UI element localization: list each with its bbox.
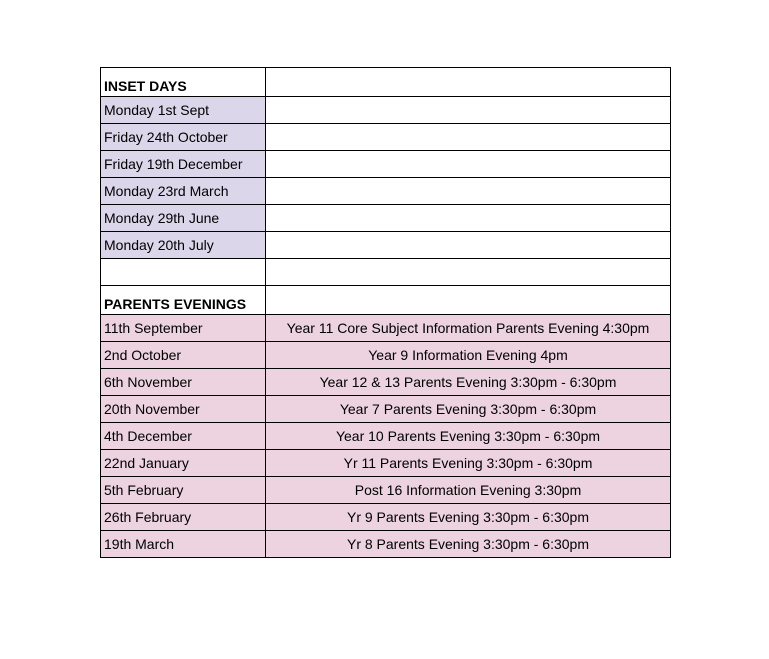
parents-evening-date: 2nd October: [101, 342, 266, 369]
parents-evening-date: 22nd January: [101, 450, 266, 477]
parents-evening-event: Year 12 & 13 Parents Evening 3:30pm - 6:30pm: [266, 369, 671, 396]
table-row: [101, 151, 671, 178]
calendar-table: [100, 67, 671, 558]
inset-day-date: Monday 20th July: [101, 232, 266, 259]
empty-cell: [266, 205, 671, 232]
empty-cell: [266, 259, 671, 286]
inset-day-date: Monday 1st Sept: [101, 97, 266, 124]
parents-evening-event: Year 9 Information Evening 4pm: [266, 342, 671, 369]
parents-evenings-heading: PARENTS EVENINGS: [101, 286, 266, 315]
parents-evening-date: 19th March: [101, 531, 266, 558]
table-row: [101, 342, 671, 369]
parents-evening-event: Yr 11 Parents Evening 3:30pm - 6:30pm: [266, 450, 671, 477]
parents-evening-date: 11th September: [101, 315, 266, 342]
empty-cell: [266, 124, 671, 151]
table-row: [101, 124, 671, 151]
inset-days-heading-row: [101, 68, 671, 97]
inset-day-date: Friday 24th October: [101, 124, 266, 151]
parents-evening-event: Year 10 Parents Evening 3:30pm - 6:30pm: [266, 423, 671, 450]
empty-cell: [266, 232, 671, 259]
parents-evening-event: Year 11 Core Subject Information Parents Evening 4:30pm: [266, 315, 671, 342]
table-row: [101, 315, 671, 342]
parents-evenings-heading-row: [101, 286, 671, 315]
spacer-row: [101, 259, 671, 286]
table-row: [101, 178, 671, 205]
table-row: [101, 232, 671, 259]
parents-evening-event: Year 7 Parents Evening 3:30pm - 6:30pm: [266, 396, 671, 423]
parents-evening-event: Yr 8 Parents Evening 3:30pm - 6:30pm: [266, 531, 671, 558]
empty-cell: [266, 97, 671, 124]
empty-cell: [266, 286, 671, 315]
table-row: [101, 423, 671, 450]
inset-day-date: Monday 23rd March: [101, 178, 266, 205]
parents-evening-date: 6th November: [101, 369, 266, 396]
table-row: [101, 504, 671, 531]
inset-days-heading: INSET DAYS: [101, 68, 266, 97]
calendar-body: [101, 68, 671, 558]
inset-day-date: Friday 19th December: [101, 151, 266, 178]
empty-cell: [266, 68, 671, 97]
parents-evening-event: Post 16 Information Evening 3:30pm: [266, 477, 671, 504]
parents-evening-date: 5th February: [101, 477, 266, 504]
empty-cell: [266, 178, 671, 205]
table-row: [101, 97, 671, 124]
table-row: [101, 369, 671, 396]
table-row: [101, 205, 671, 232]
parents-evening-date: 20th November: [101, 396, 266, 423]
table-row: [101, 450, 671, 477]
inset-day-date: Monday 29th June: [101, 205, 266, 232]
table-row: [101, 477, 671, 504]
empty-cell: [101, 259, 266, 286]
parents-evening-event: Yr 9 Parents Evening 3:30pm - 6:30pm: [266, 504, 671, 531]
table-row: [101, 396, 671, 423]
table-row: [101, 531, 671, 558]
empty-cell: [266, 151, 671, 178]
parents-evening-date: 26th February: [101, 504, 266, 531]
parents-evening-date: 4th December: [101, 423, 266, 450]
